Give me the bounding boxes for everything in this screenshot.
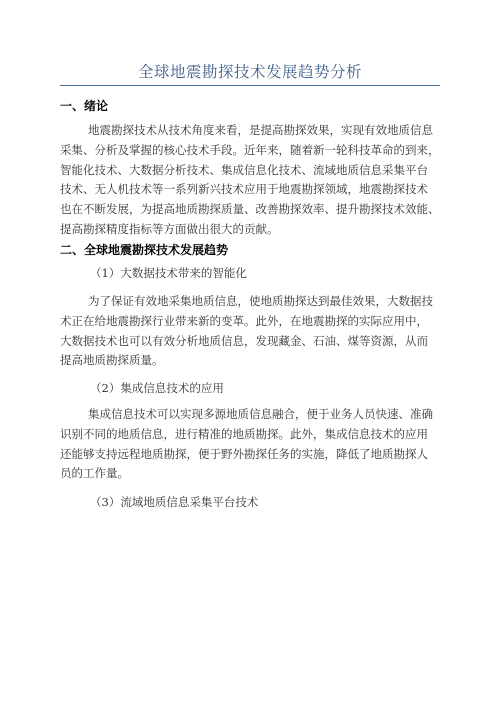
big-data-paragraph [60,292,440,371]
paragraph-line: 还能够支持远程地质勘探，便于野外勘探任务的实施，降低了地质勘探人 [60,446,428,461]
paragraph-line: 智能化技术、大数据分析技术、集成信息化技术、流域地质信息采集平台 [60,162,428,177]
paragraph-line: 技术、无人机技术等一系列新兴技术应用于地震勘探领域，地震勘探技术 [60,182,428,197]
paragraph-line: 识别不同的地质信息，进行精准的地质勘探。此外，集成信息技术的应用 [60,426,428,441]
paragraph-line: 采集、分析及掌握的核心技术手段。近年来，随着新一轮科技革命的到来， [60,142,440,157]
paragraph-line: 也在不断发展，为提高地质勘探质量、改善勘探效率、提升勘探技术效能、 [60,202,440,217]
section-heading-trends: 二、全球地震勘探技术发展趋势 [60,243,229,257]
paragraph-line: 员的工作量。 [60,466,129,481]
subsection-title-basin-platform: （3）流域地质信息采集平台技术 [90,495,259,509]
subsection-title-big-data: （1）大数据技术带来的智能化 [90,266,247,280]
section-heading-introduction: 一、绪论 [60,99,109,113]
subsection-title-integrated-info: （2）集成信息技术的应用 [90,381,224,395]
paragraph-line: 提高勘探精度指标等方面做出很大的贡献。 [60,221,279,236]
paragraph-line: 为了保证有效地采集地质信息，使地质勘探达到最佳效果，大数据技 [88,294,433,308]
paragraph-line: 术正在给地震勘探行业带来新的变革。此外，在地震勘探的实际应用中， [60,313,428,328]
paragraph-line: 大数据技术也可以有效分析地质信息，发现藏金、石油、煤等资源，从而 [60,333,428,348]
title-underline [60,85,440,86]
paragraph-line: 地震勘探技术从技术角度来看，是提高勘探效果，实现有效地质信息 [88,123,433,137]
paragraph-line: 集成信息技术可以实现多源地质信息融合，便于业务人员快速、准确 [88,407,433,421]
document-title: 全球地震勘探技术发展趋势分析 [137,63,362,81]
introduction-paragraph [60,121,440,240]
paragraph-line: 提高地质勘探质量。 [60,353,164,368]
integrated-info-paragraph [60,405,440,484]
